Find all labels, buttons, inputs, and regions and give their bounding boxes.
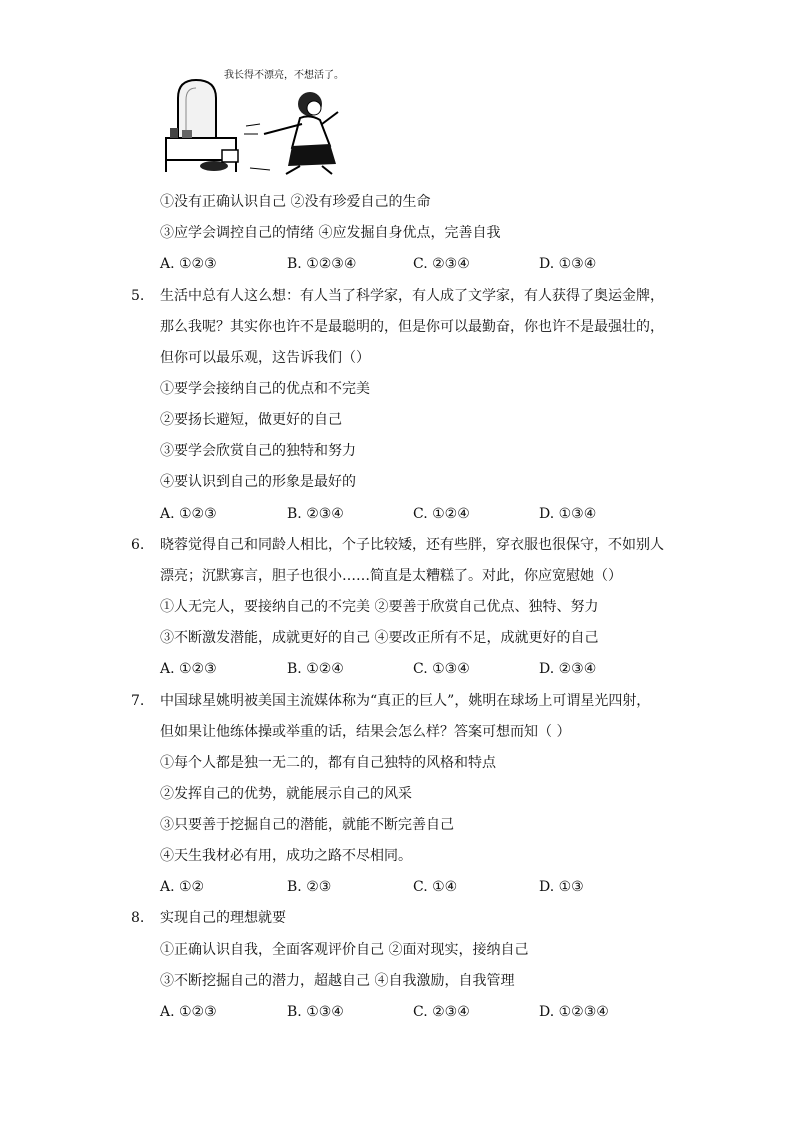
q8-option-d[interactable]: D. ①②③④ <box>539 1004 609 1020</box>
q5-option-a[interactable]: A. ①②③ <box>160 506 217 522</box>
q7-option-b[interactable]: B. ②③ <box>287 879 332 895</box>
cartoon-caption: 我长得不漂亮，不想活了。 <box>224 70 344 81</box>
q5-statement-3: ③要学会欣赏自己的独特和努力 <box>160 443 356 459</box>
q6-option-b[interactable]: B. ①②④ <box>287 661 344 677</box>
q7-option-c[interactable]: C. ①④ <box>413 879 458 895</box>
q7-number: 7. <box>131 693 145 709</box>
cartoon-figure <box>160 62 380 177</box>
q7-statement-2: ②发挥自己的优势，就能展示自己的风采 <box>160 786 412 802</box>
q6-stem-line-1: 晓蓉觉得自己和同龄人相比，个子比较矮，还有些胖，穿衣服也很保守，不如别人 <box>160 537 664 553</box>
q4-statement-1: ①没有正确认识自己 ②没有珍爱自己的生命 <box>160 194 431 210</box>
q8-number: 8. <box>131 910 145 926</box>
q4-option-a[interactable]: A. ①②③ <box>160 256 217 272</box>
q5-number: 5. <box>131 288 145 304</box>
q8-option-a[interactable]: A. ①②③ <box>160 1004 217 1020</box>
q7-stem-line-2: 但如果让他练体操或举重的话，结果会怎么样？答案可想而知（ ） <box>160 724 571 740</box>
q5-stem-line-3: 但你可以最乐观，这告诉我们（） <box>160 350 370 366</box>
q8-option-b[interactable]: B. ①③④ <box>287 1004 344 1020</box>
q7-stem-line-1: 中国球星姚明被美国主流媒体称为“真正的巨人”，姚明在球场上可谓星光四射， <box>160 693 651 709</box>
q7-statement-3: ③只要善于挖掘自己的潜能，就能不断完善自己 <box>160 817 454 833</box>
q4-option-d[interactable]: D. ①③④ <box>539 256 597 272</box>
q6-statement-1: ①人无完人，要接纳自己的不完美 ②要善于欣赏自己优点、独特、努力 <box>160 599 599 615</box>
q7-statement-1: ①每个人都是独一无二的，都有自己独特的风格和特点 <box>160 755 496 771</box>
q4-option-b[interactable]: B. ①②③④ <box>287 256 357 272</box>
q5-option-c[interactable]: C. ①②④ <box>413 506 470 522</box>
q5-option-d[interactable]: D. ①③④ <box>539 506 597 522</box>
q8-option-c[interactable]: C. ②③④ <box>413 1004 470 1020</box>
q5-stem-line-1: 生活中总有人这么想：有人当了科学家，有人成了文学家，有人获得了奥运金牌， <box>160 288 664 304</box>
q6-option-a[interactable]: A. ①②③ <box>160 661 217 677</box>
q8-stem-line-1: 实现自己的理想就要 <box>160 910 286 926</box>
q4-statement-2: ③应学会调控自己的情绪 ④应发掘自身优点，完善自我 <box>160 225 501 241</box>
cartoon-illustration <box>160 76 380 176</box>
q5-stem-line-2: 那么我呢？其实你也许不是最聪明的，但是你可以最勤奋，你也许不是最强壮的， <box>160 319 664 335</box>
q6-option-d[interactable]: D. ②③④ <box>539 661 597 677</box>
q8-statement-2: ③不断挖掘自己的潜力，超越自己 ④自我激励，自我管理 <box>160 973 515 989</box>
q5-option-b[interactable]: B. ②③④ <box>287 506 344 522</box>
q6-option-c[interactable]: C. ①③④ <box>413 661 470 677</box>
q6-number: 6. <box>131 537 145 553</box>
q8-statement-1: ①正确认识自我，全面客观评价自己 ②面对现实，接纳自己 <box>160 942 529 958</box>
q5-statement-4: ④要认识到自己的形象是最好的 <box>160 474 356 490</box>
q5-statement-2: ②要扬长避短，做更好的自己 <box>160 412 342 428</box>
q4-option-c[interactable]: C. ②③④ <box>413 256 470 272</box>
q7-option-d[interactable]: D. ①③ <box>539 879 584 895</box>
q6-statement-2: ③不断激发潜能，成就更好的自己 ④要改正所有不足，成就更好的自己 <box>160 630 599 646</box>
q6-stem-line-2: 漂亮；沉默寡言，胆子也很小……简直是太糟糕了。对此，你应宽慰她（） <box>160 568 622 584</box>
q7-option-a[interactable]: A. ①② <box>160 879 205 895</box>
q7-statement-4: ④天生我材必有用，成功之路不尽相同。 <box>160 848 412 864</box>
q5-statement-1: ①要学会接纳自己的优点和不完美 <box>160 381 370 397</box>
